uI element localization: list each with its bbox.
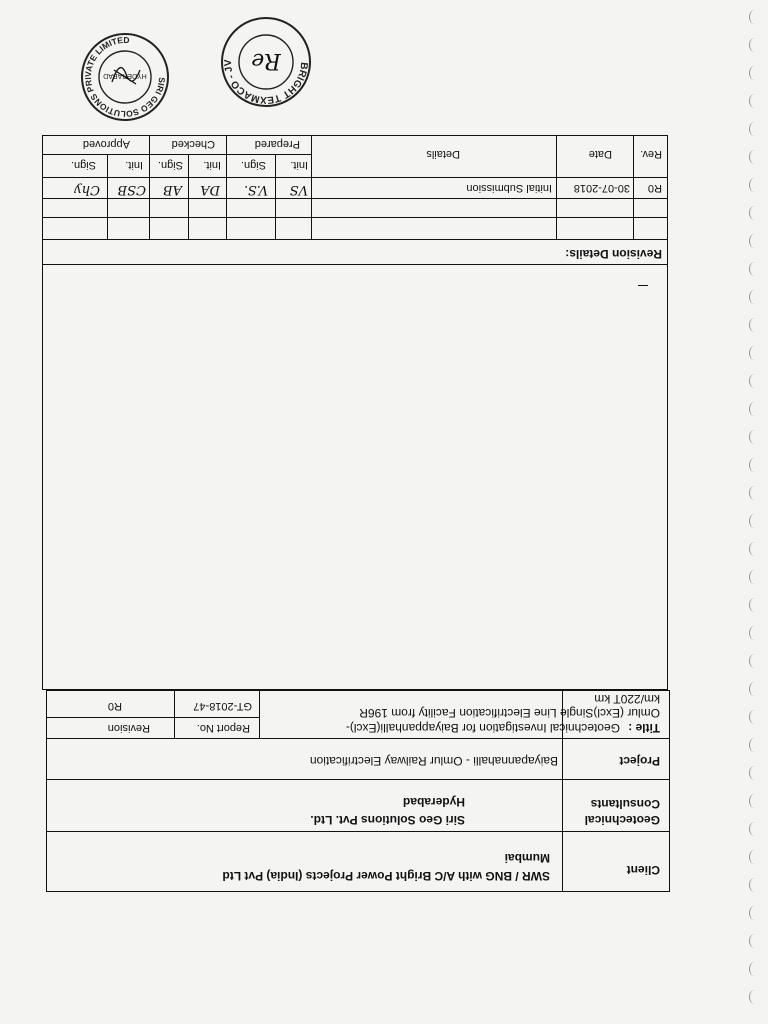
col-prepared-sign: Sign. (240, 159, 266, 171)
jv-seal-stamp (220, 16, 312, 108)
svg-text:HYDERABAD: HYDERABAD (103, 72, 147, 79)
project-name: Baiyapannahalli - Omlur Railway Electrification (309, 754, 558, 768)
company-seal-stamp (80, 32, 170, 122)
revision-label: Revision (107, 722, 150, 734)
svg-text:Re: Re (251, 48, 281, 73)
col-rev: Rev. (640, 148, 662, 160)
col-date: Date (588, 148, 612, 160)
checked-sign-signature: AB (163, 182, 182, 197)
checked-init-signature: DA (200, 182, 220, 197)
prepared-init-signature: VS (289, 182, 308, 197)
approved-init-signature: CSB (117, 182, 146, 197)
revision-value: R0 (107, 700, 122, 712)
title-line-3: km/220T km (594, 692, 660, 706)
approved-sign-signature: Chy (74, 182, 100, 197)
binder-holes (740, 10, 760, 1020)
title-line-1: Geotechnical Investigation for Baiyappanhalli(Excl)- (345, 721, 620, 735)
col-approved: Approved (82, 138, 130, 150)
col-approved-sign: Sign. (70, 159, 96, 171)
cover-sheet (40, 0, 670, 1024)
svg-text:SIRI GEO SOLUTIONS PRIVATE LIM: SIRI GEO SOLUTIONS PRIVATE LIMITED (82, 34, 168, 120)
row-date: 30-07-2018 (573, 182, 630, 194)
svg-text:BRIGHT TEXMACO - JV: BRIGHT TEXMACO - JV (222, 59, 310, 106)
revision-details-label: Revision Details: (565, 247, 662, 261)
title-label: Title : (628, 721, 660, 735)
consultant-city: Hyderabad (402, 795, 465, 809)
col-approved-init: Init. (125, 159, 143, 171)
client-label: Client (626, 863, 660, 877)
consultants-label-1: Geotechnical (584, 813, 660, 827)
row-details: Initial Submission (466, 182, 552, 194)
report-no-value: GT-2018-47 (193, 700, 252, 712)
col-prepared: Prepared (254, 138, 300, 150)
consultants-label-2: Consultants (590, 797, 660, 811)
row-rev: R0 (647, 182, 662, 194)
report-no-label: Report No. (196, 722, 250, 734)
col-checked-sign: Sign. (157, 159, 183, 171)
col-checked: Checked (171, 138, 215, 150)
col-details: Details (426, 148, 460, 160)
title-line-2: Omlur (Excl)Single Line Electrification Facility from 196R (359, 706, 660, 720)
prepared-sign-signature: V.S. (244, 182, 268, 197)
col-checked-init: Init. (203, 159, 221, 171)
project-label: Project (619, 754, 660, 768)
revision-section (42, 135, 668, 690)
client-name: SWR / BNG with A/C Bright Power Projects (India) Pvt Ltd (222, 869, 550, 883)
consultant-name: Siri Geo Solutions Pvt. Ltd. (310, 813, 465, 827)
col-prepared-init: Init. (290, 159, 308, 171)
client-city: Mumbai (504, 851, 550, 865)
